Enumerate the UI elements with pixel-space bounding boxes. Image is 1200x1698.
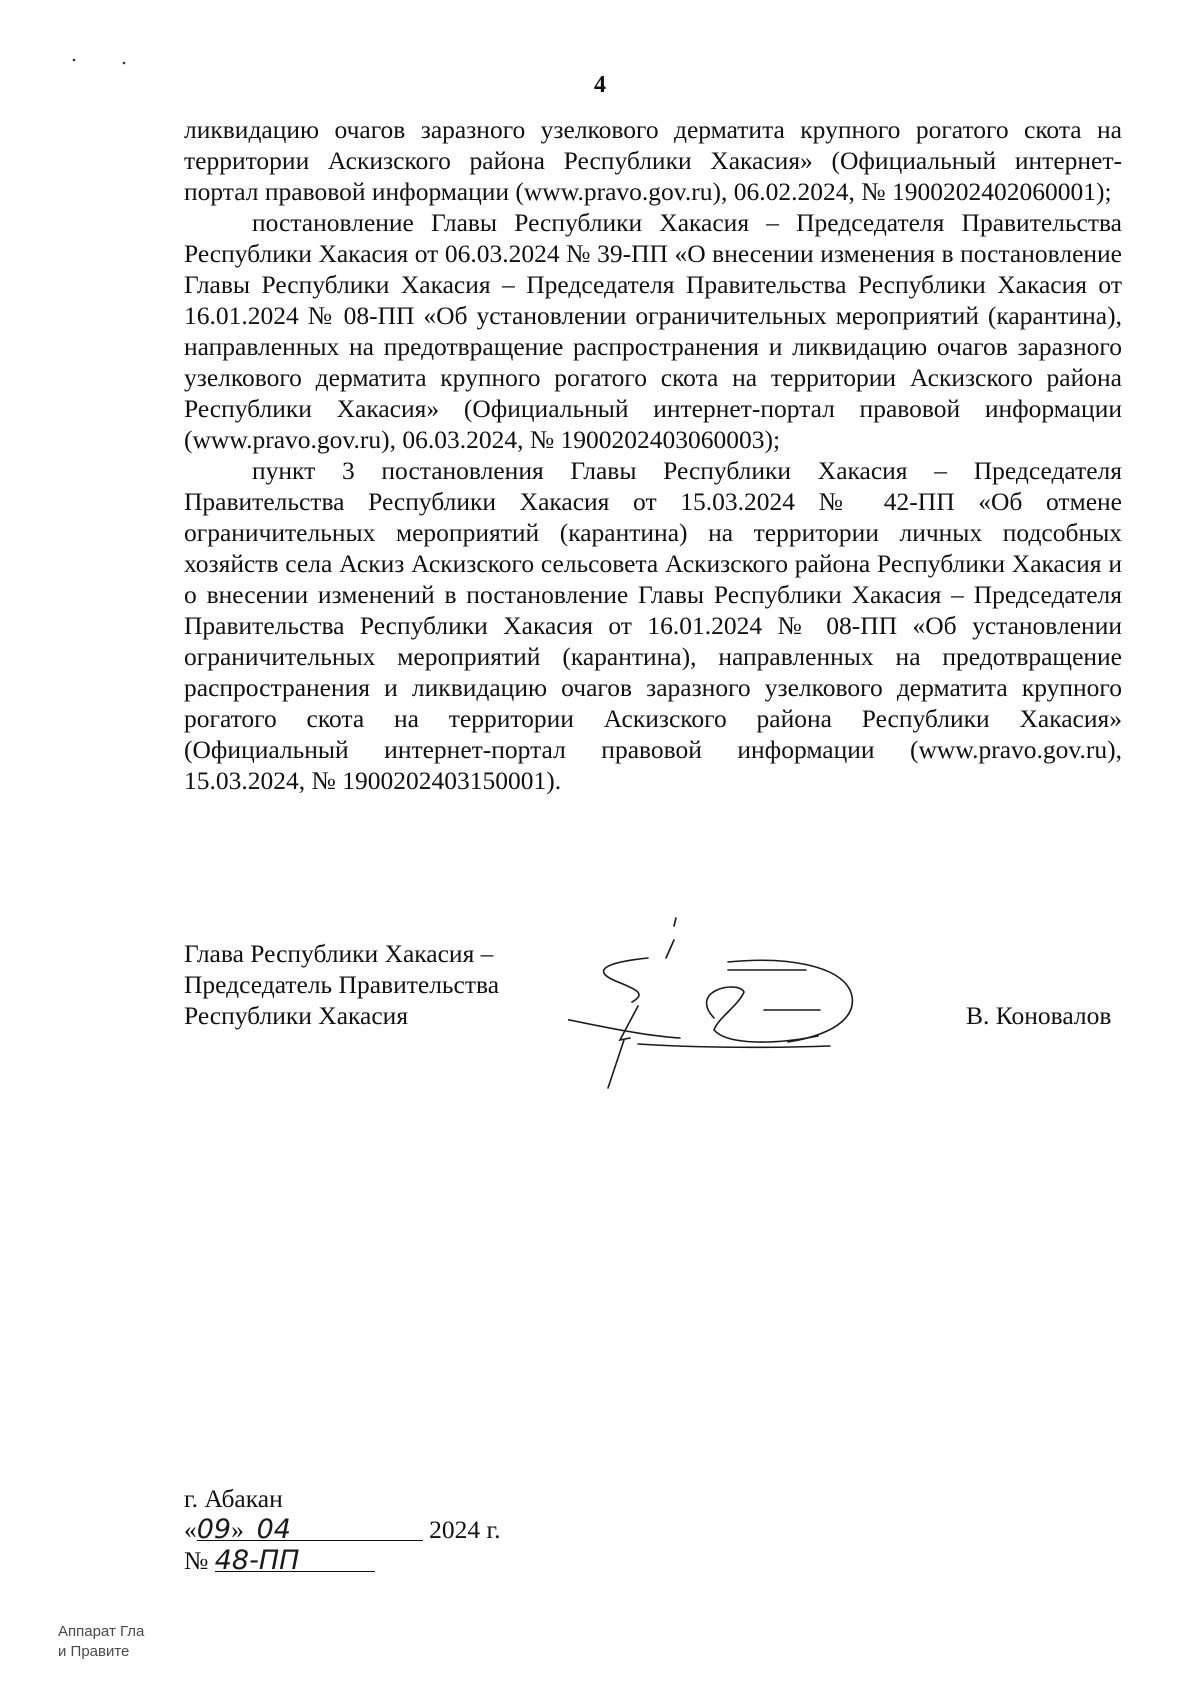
footer-stamp (58, 1622, 144, 1662)
signer-name: В. Коновалов (966, 1001, 1112, 1030)
number-handwritten: 48-ПП (214, 1545, 300, 1576)
page-number: 4 (594, 72, 606, 98)
body-paragraph-2: постановление Главы Республики Хакасия – Председателя Правительства Республики Хакасия от 06.03.2024 № 39-ПП «О внесении изменения в постановление Главы Республики Хакасия – Председателя Правительства Республики Хакасия от 16.01.2024 № 08-ПП «Об установлении ограничительных мероприятий (карантина), направленных на предотвращение распространения и ликвидацию очагов заразного узелкового дерматита крупного рогатого скота на территории Аскизского района Республики Хакасия» (Официальный интернет-портал правовой информации (www.pravo.gov.ru), 06.03.2024, № 1900202403060003); (184, 208, 1122, 454)
signatory-title-line-3: Республики Хакасия (184, 1001, 409, 1030)
date-day-handwritten: 09 (196, 1514, 232, 1545)
signatory-title (184, 938, 499, 1031)
footer-stamp-line-1: Аппарат Гла (58, 1623, 145, 1640)
number-line (184, 1545, 500, 1576)
place-date-number (184, 1483, 500, 1576)
body-paragraph-3: пункт 3 постановления Главы Республики Хакасия – Председателя Правительства Республики Хакасия от 15.03.2024 № 42-ПП «Об отмене ограничительных мероприятий (карантина) на территории личных подсобных хозяйств села Аскиз Аскизского сельсовета Аскизского района Республики Хакасия и о внесении изменений в постановление Главы Республики Хакасия – Председателя Правительства Республики Хакасия от 16.01.2024 № 08-ПП «Об установлении ограничительных мероприятий (карантина), направленных на предотвращение распространения и ликвидацию очагов заразного узелкового дерматита крупного рогатого скота на территории Аскизского района Республики Хакасия» (Официальный интернет-портал правовой информации (www.pravo.gov.ru), 15.03.2024, № 1900202403150001). (184, 456, 1122, 795)
date-line (184, 1514, 500, 1545)
body-paragraph-1: ликвидацию очагов заразного узелкового дерматита крупного рогатого скота на территории Аскизского района Республики Хакасия» (Официальный интернет-портал правовой информации (www.pravo.gov.ru), 06.02.2024, № 1900202402060001); (184, 115, 1122, 206)
city-line: г. Абакан (184, 1484, 283, 1513)
scan-specks (0, 0, 140, 80)
date-open-quote: « (184, 1515, 197, 1544)
handwritten-signature (568, 910, 898, 1090)
document-body (184, 114, 1122, 796)
signatory-title-line-2: Председатель Правительства (184, 970, 500, 999)
date-close-quote: » (231, 1515, 244, 1544)
date-year: 2024 г. (429, 1515, 501, 1544)
number-sign: № (184, 1546, 209, 1575)
date-underline (196, 1514, 423, 1545)
date-month-handwritten: 04 (256, 1514, 291, 1545)
footer-stamp-line-2: и Правите (58, 1643, 130, 1660)
number-underline (214, 1545, 375, 1576)
signatory-title-line-1: Глава Республики Хакасия – (184, 939, 494, 968)
